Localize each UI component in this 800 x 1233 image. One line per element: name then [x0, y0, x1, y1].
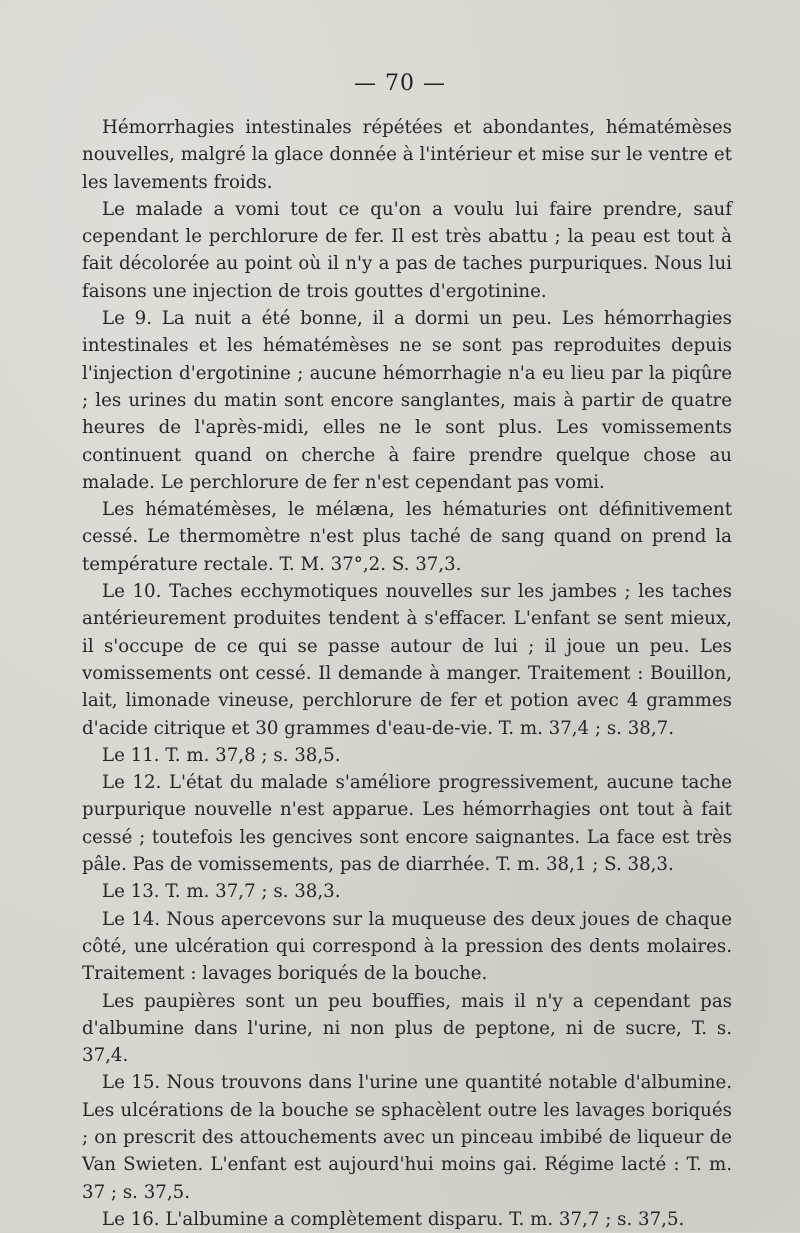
paragraph-hemorrhages: Hémorrhagies intestinales répétées et abondantes, hématémèses nouvelles, malgré la glace donnée à l'intérieur et mise sur le ventre et les lavements froids.: [82, 117, 732, 193]
paragraph-day-15: Le 15. Nous trouvons dans l'urine une quantité notable d'albumine. Les ulcérations de la bouche se sphacèlent outre les lavages boriqués ; on prescrit des attouchements avec un pinceau imbibé de liqueur de Van Swieten. L'enfant est aujourd'hui moins gai. Régime lacté : T. m. 37 ; s. 37,5.: [82, 1072, 732, 1203]
page-number: — 70 —: [354, 71, 446, 96]
paragraph-day-13: Le 13. T. m. 37,7 ; s. 38,3.: [102, 881, 341, 903]
paragraph-day-14-continued: Les paupières sont un peu bouffies, mais il n'y a cependant pas d'albumine dans l'urine, ni non plus de peptone, ni de sucre, T. s. 37,4.: [82, 990, 732, 1067]
paragraph-day-16: Le 16. L'albumine a complètement disparu. T. m. 37,7 ; s. 37,5.: [102, 1208, 685, 1230]
paragraph-day-9: Le 9. La nuit a été bonne, il a dormi un peu. Les hémorrhagies intestinales et les hématémèses ne se sont pas reproduites depuis l'injection d'ergotinine ; aucune hémorrhagie n'a eu lieu par la piqûre ; les urines du matin sont encore sanglantes, mais à partir de quatre heures de l'après-midi, elles ne le sont plus. Les vomissements continuent quand on cherche à faire prendre quelque chose au malade. Le perchlorure de fer n'est cependant pas vomi.: [82, 308, 732, 493]
paragraph-day-9-continued: Les hématémèses, le mélæna, les hématuries ont définitivement cessé. Le thermomètre n'est plus taché de sang quand on prend la température rectale. T. M. 37°,2. S. 37,3.: [82, 499, 732, 575]
paragraph-day-14: Le 14. Nous apercevons sur la muqueuse des deux joues de chaque côté, une ulcération qui correspond à la pression des dents molaires. Traitement : lavages boriqués de la bouche.: [82, 908, 732, 985]
body-text: [82, 114, 732, 1233]
paragraph-vomiting: Le malade a vomi tout ce qu'on a voulu lui faire prendre, sauf cependant le perchlorure de fer. Il est très abattu ; la peau est tout à fait décolorée au point où il n'y a pas de taches purpuriques. Nous lui faisons une injection de trois gouttes d'ergotinine.: [82, 198, 732, 302]
paragraph-day-10: Le 10. Taches ecchymotiques nouvelles sur les jambes ; les taches antérieurement produites tendent à s'effacer. L'enfant se sent mieux, il s'occupe de ce qui se passe autour de lui ; il joue un peu. Les vomissements ont cessé. Il demande à manger. Traitement : Bouillon, lait, limonade vineuse, perchlorure de fer et potion avec 4 grammes d'acide citrique et 30 grammes d'eau-de-vie. T. m. 37,4 ; s. 38,7.: [82, 581, 732, 739]
paragraph-day-11: Le 11. T. m. 37,8 ; s. 38,5.: [102, 744, 341, 766]
paragraph-day-12: Le 12. L'état du malade s'améliore progressivement, aucune tache purpurique nouvelle n'est apparue. Les hémorrhagies ont tout à fait cessé ; toutefois les gencives sont encore saignantes. La face est très pâle. Pas de vomissements, pas de diarrhée. T. m. 38,1 ; S. 38,3.: [82, 772, 732, 876]
